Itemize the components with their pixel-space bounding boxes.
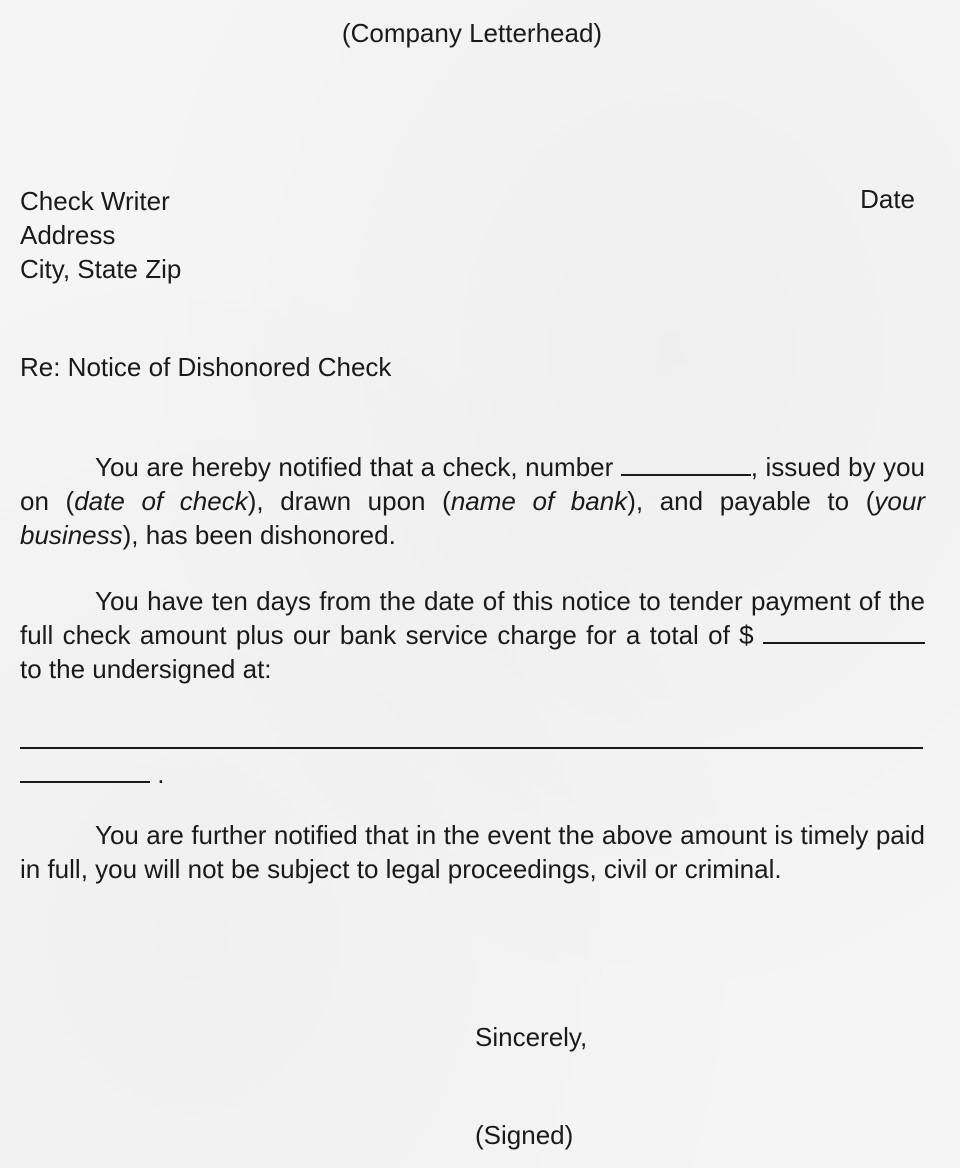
recipient-name: Check Writer <box>20 186 170 216</box>
p1-text-e: ), has been dishonored. <box>122 520 396 550</box>
address-blank-short <box>20 759 150 783</box>
p2-text-b: to the undersigned at: <box>20 654 272 684</box>
p3-text: You are further notified that in the event the above amount is timely paid in full, you will not be subject to legal proceedings, civil or criminal. <box>20 820 925 884</box>
date-label: Date <box>860 184 915 214</box>
signature-line: (Signed) <box>475 1120 574 1150</box>
paragraph-legal-notice <box>20 818 925 886</box>
date-of-check-placeholder: date of check <box>74 486 248 516</box>
recipient-city-state-zip: City, State Zip <box>20 254 182 284</box>
p1-text-d: ), and payable to ( <box>627 486 875 516</box>
bank-name-placeholder: name of bank <box>450 486 628 516</box>
address-blank-line-end <box>20 757 164 791</box>
paragraph-dishonored-notice <box>20 450 925 552</box>
p2-text-a: You have ten days from the date of this notice to tender payment of the full check amount plus our bank service charge for a total of $ <box>20 586 925 650</box>
p1-text-b: , issued by you on ( <box>20 452 925 516</box>
address-blank-line <box>20 747 923 749</box>
check-number-blank <box>621 452 751 476</box>
business-placeholder: your business <box>20 486 925 550</box>
paragraph-payment-terms <box>20 584 925 686</box>
recipient-address: Address <box>20 220 116 250</box>
closing-salutation: Sincerely, <box>475 1022 588 1052</box>
company-letterhead: (Company Letterhead) <box>341 18 603 48</box>
subject-line: Re: Notice of Dishonored Check <box>20 352 392 382</box>
address-line-period: . <box>157 759 165 789</box>
p1-text-c: ), drawn upon ( <box>247 486 451 516</box>
total-amount-blank <box>763 620 925 644</box>
p1-text-a: You are hereby notified that a check, number <box>95 452 621 482</box>
